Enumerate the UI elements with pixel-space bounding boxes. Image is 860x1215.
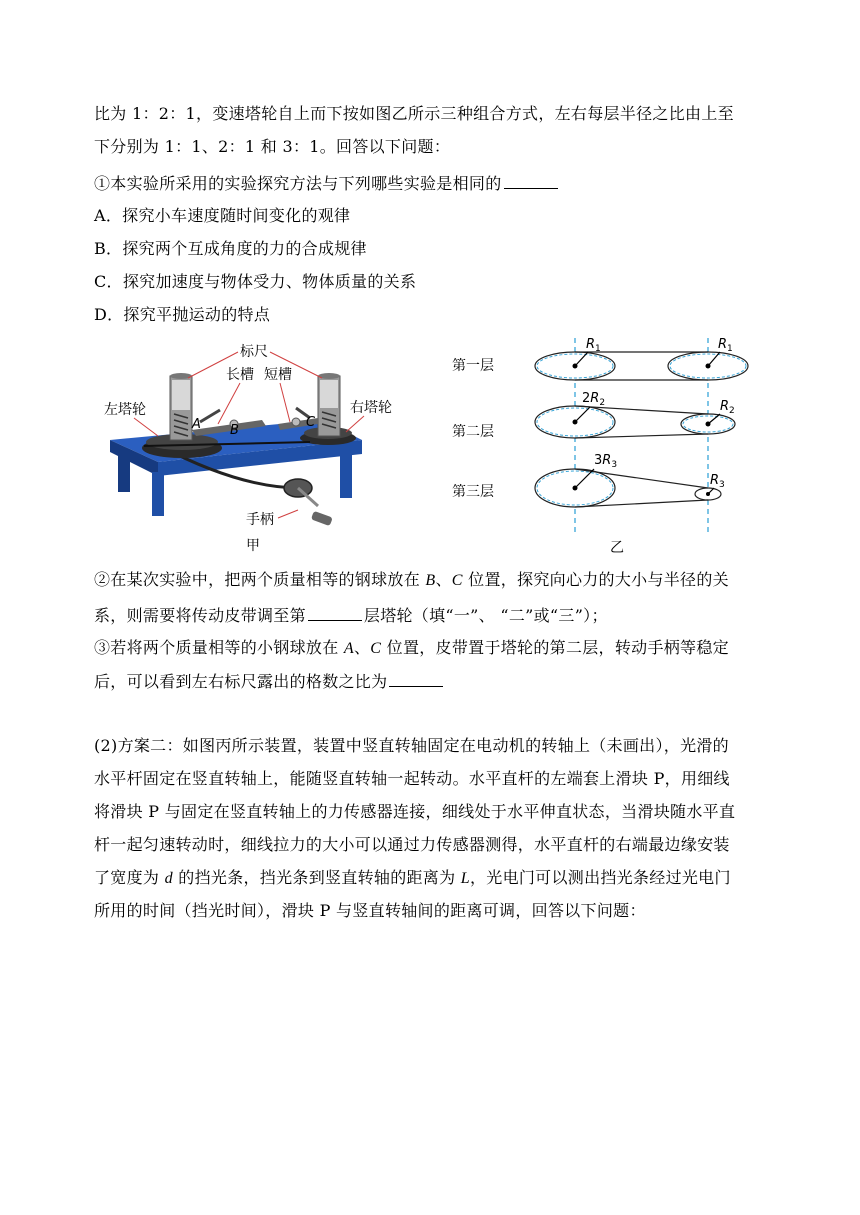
question-1 — [94, 172, 774, 195]
question-2-line-2 — [94, 604, 774, 627]
label-c: C — [306, 415, 316, 430]
question-2-line-1 — [94, 569, 774, 592]
option-c: C．探究加速度与物体受力、物体质量的关系 — [94, 272, 417, 291]
text-span: 、 — [435, 570, 452, 589]
var-d: d — [164, 870, 173, 887]
label-zuotalun: 左塔轮 — [104, 402, 146, 418]
text-span: 位置，皮带置于塔轮的第二层，转动手柄等稳定 — [381, 638, 729, 657]
option-a: A．探究小车速度随时间变化的观律 — [94, 206, 351, 225]
text-span: ②在某次实验中，把两个质量相等的钢球放在 — [94, 570, 426, 589]
scheme-2-line: 将滑块 P 与固定在竖直转轴上的力传感器连接，细线处于水平伸直状态，当滑块随水平直 — [94, 802, 736, 821]
label-biaochi: 标尺 — [240, 344, 268, 360]
answer-blank — [389, 670, 443, 687]
answer-blank — [504, 172, 558, 189]
var-c: C — [451, 572, 463, 589]
figure-area — [100, 338, 790, 560]
r1-left-label: $R_1$ — [586, 338, 601, 354]
figure-svg — [100, 338, 790, 560]
text-span: 系，则需要将传动皮带调至第 — [94, 606, 306, 625]
text-span: 了宽度为 — [94, 868, 165, 887]
var-b: B — [425, 572, 436, 589]
text-span: ③若将两个质量相等的小钢球放在 — [94, 638, 344, 657]
scheme-2-line: 水平杆固定在竖直转轴上，能随竖直转轴一起转动。水平直杆的左端套上滑块 P，用细线 — [94, 769, 730, 788]
text-span: 层塔轮（填“一”、 “二”或“三”）； — [363, 606, 608, 625]
text-span: 的挡光条，挡光条到竖直转轴的距离为 — [172, 868, 461, 887]
leader-line — [218, 383, 240, 424]
left-ruler — [172, 380, 190, 410]
text-span: 位置，探究向心力的大小与半径的关 — [462, 570, 729, 589]
left-lever — [200, 410, 220, 422]
var-a: A — [343, 640, 354, 657]
table-leg — [152, 472, 164, 516]
scheme-2-line: 所用的时间（挡光时间），滑块 P 与竖直转轴间的距离可调，回答以下问题： — [94, 901, 646, 920]
crank-handle — [311, 511, 333, 526]
text-span: ，光电门可以测出挡光条经过光电门 — [469, 868, 731, 887]
tower-wheel-diagram — [452, 338, 748, 556]
text-line: 比为 1：2：1，变速塔轮自上而下按如图乙所示三种组合方式，左右每层半径之比由上至 — [94, 104, 734, 123]
right-ruler — [320, 380, 338, 408]
question-3-line-2 — [94, 670, 774, 693]
label-a: A — [192, 417, 201, 432]
r2-right-label: $R_2$ — [720, 399, 735, 416]
caption-jia: 甲 — [246, 538, 260, 554]
r2-left-label: $2R_2$ — [582, 391, 606, 408]
label-b: B — [230, 423, 239, 438]
answer-blank — [308, 604, 362, 621]
leader-line — [280, 383, 290, 422]
question-1-text: ①本实验所采用的实验探究方法与下列哪些实验是相同的 — [94, 174, 502, 193]
caption-yi: 乙 — [610, 540, 624, 556]
steel-ball — [292, 418, 300, 426]
scheme-2-line — [94, 867, 774, 890]
leader-line — [346, 416, 364, 432]
option-d: D．探究平抛运动的特点 — [94, 305, 271, 324]
r3-left-label: $3R_3$ — [594, 453, 618, 470]
scheme-2-line: 杆一起匀速转动时，细线拉力的大小可以通过力传感器测得，水平直杆的右端最边缘安装 — [94, 835, 730, 854]
label-youtalun: 右塔轮 — [350, 400, 392, 416]
label-shoubing: 手柄 — [246, 512, 274, 528]
leader-line — [278, 510, 298, 518]
table-leg — [118, 450, 130, 492]
option-b: B．探究两个互成角度的力的合成规律 — [94, 239, 367, 258]
table-leg — [340, 448, 352, 498]
text-line: 下分别为 1：1、2：1 和 3：1。回答以下问题： — [94, 137, 451, 156]
layer-2-label: 第二层 — [452, 424, 494, 440]
label-changcao: 长槽 — [226, 367, 254, 383]
r3-right-label: $R_3$ — [710, 473, 725, 490]
text-span: 、 — [353, 638, 371, 657]
layer-1-label: 第一层 — [452, 358, 494, 374]
scheme-2-line: (2)方案二：如图丙所示装置，装置中竖直转轴固定在电动机的转轴上（未画出），光滑的 — [94, 736, 729, 755]
question-3-line-1 — [94, 637, 774, 660]
apparatus-figure — [104, 343, 392, 554]
leader-line — [134, 418, 158, 436]
r1-right-label: $R_1$ — [718, 338, 733, 354]
label-duancao: 短槽 — [264, 367, 292, 383]
layer-3-label: 第三层 — [452, 484, 494, 500]
var-c: C — [370, 640, 382, 657]
text-span: 后，可以看到左右标尺露出的格数之比为 — [94, 672, 388, 691]
var-l: L — [460, 870, 470, 887]
